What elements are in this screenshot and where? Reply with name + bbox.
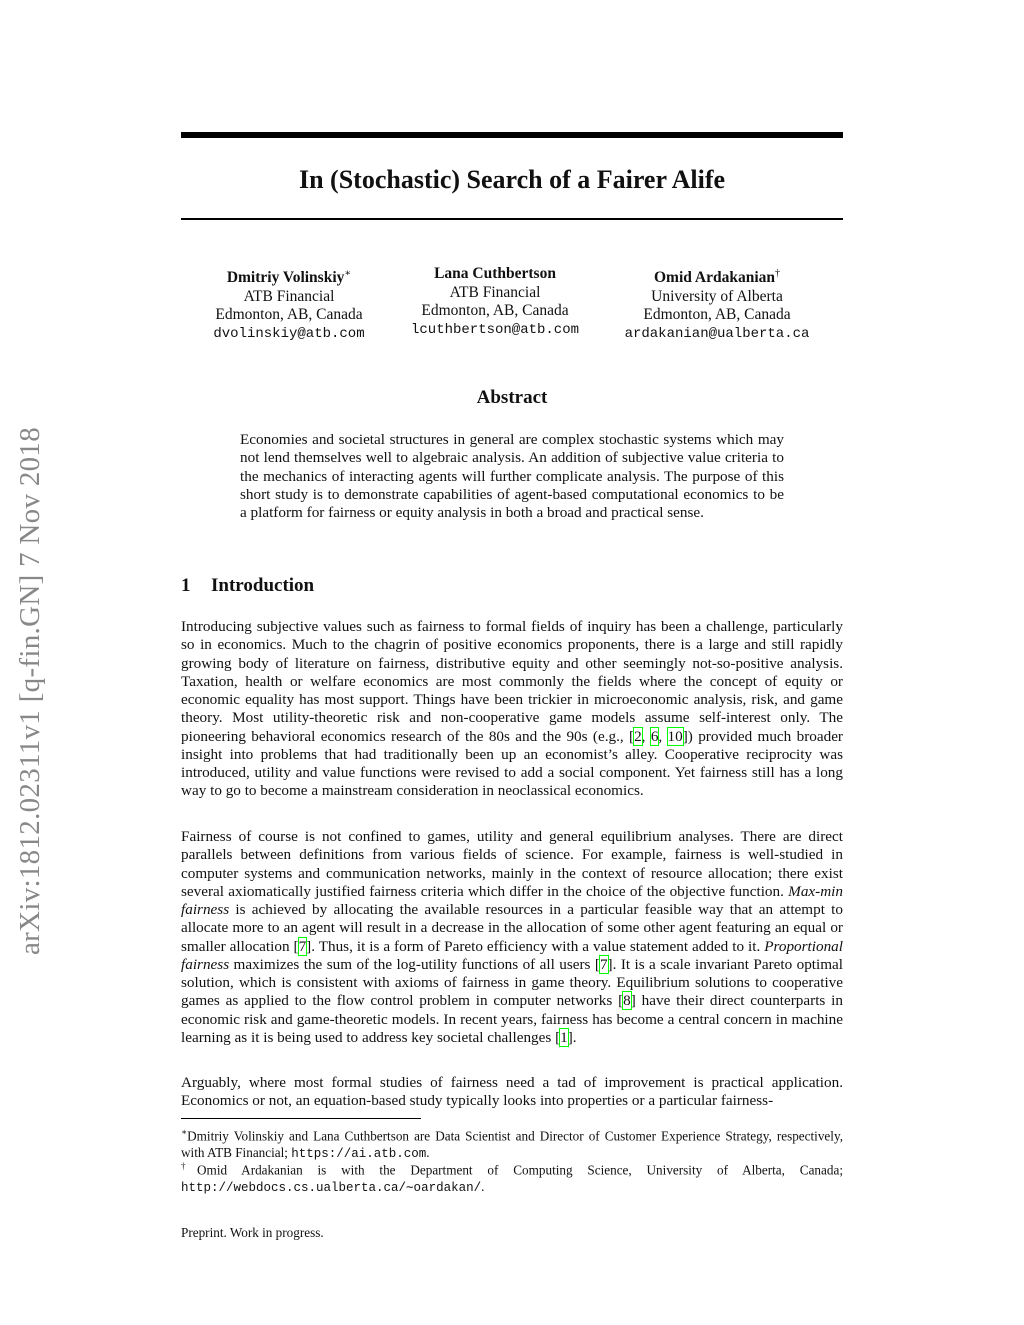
preprint-note: Preprint. Work in progress. <box>181 1225 324 1240</box>
footnote-2: †Omid Ardakanian is with the Department of Computing Science, University of Alberta, Canada; http://webdocs.cs.ualberta.ca/∼oardakan/. <box>181 1161 843 1195</box>
author-location: Edmonton, AB, Canada <box>215 306 363 324</box>
intro-paragraph-1: Introducing subjective values such as fairness to formal fields of inquiry has been a challenge, particularly so in economics. Much to the chagrin of positive economics proponents, there is a large and still rapidly growing body of literature on fairness, distributive equity and other seemingly not-so-positive analysis. Taxation, health or welfare economics are most commonly the fields where the concept of equity or economic equality has most support. Things have been trickier in microeconomic analysis, risk, and game theory. Most utility-theoretic risk and non-cooperative game models assume self-interest only. The pioneering behavioral economics research of the 80s and the 90s (e.g., [2, 6, 10]) provided much broader insight into problems that had traditionally been up an economist’s alley. Cooperative reciprocity was introduced, utility and value functions were revised to add a social component. Yet fairness still has a long way to go to become a mainstream consideration in neoclassical economics. <box>181 618 843 800</box>
citation-link[interactable]: 7 <box>599 955 608 973</box>
author-affiliation: ATB Financial <box>449 283 541 301</box>
footnote-1: ∗Dmitriy Volinskiy and Lana Cuthbertson are Data Scientist and Director of Customer Experience Strategy, respectively, with ATB Financial; https://ai.atb.com. <box>181 1127 843 1161</box>
author-1 <box>181 265 397 343</box>
section-heading <box>181 575 314 597</box>
author-name: Dmitriy Volinskiy <box>226 269 345 287</box>
author-affiliation: ATB Financial <box>243 287 335 305</box>
citation-link[interactable]: 8 <box>623 992 631 1010</box>
paper-title: In (Stochastic) Search of a Fairer Alife <box>298 165 726 194</box>
intro-paragraph-2: Fairness of course is not confined to games, utility and general equilibrium analyses. There are direct parallels between definitions from various fields of science. For example, fairness is well-studied in computer systems and communication networks, mainly in the context of resource allocation; there exist several axiomatically justified fairness criteria which differ in the choice of the objective function. Max-min fairness is achieved by allocating the available resources in a particular feasible way that an attempt to allocate more to an agent will result in a decrease in the allocation of some other agent featuring an equal or smaller allocation [7]. Thus, it is a form of Pareto efficiency with a value statement added to it. Proportional fairness maximizes the sum of the log-utility functions of all users [7]. It is a scale invariant Pareto optimal solution, which is consistent with axioms of fairness in game theory. Equilibrium solutions to cooperative games as applied to the flow control problem in computer networks [8] have their direct counterparts in economic risk and game-theoretic models. In recent years, fairness has become a central concern in machine learning as it is being used to address key societal challenges [1]. <box>181 828 843 1046</box>
author-location: Edmonton, AB, Canada <box>421 302 569 319</box>
author-name: Omid Ardakanian <box>653 269 776 287</box>
section-title: Introduction <box>211 575 315 596</box>
abstract-heading: Abstract <box>476 387 548 408</box>
arxiv-watermark: arXiv:1812.02311v1 [q-fin.GN] 7 Nov 2018 <box>14 426 46 955</box>
author-location: Edmonton, AB, Canada <box>643 306 791 324</box>
intro-paragraph-3: Arguably, where most formal studies of fairness need a tad of improvement is practical application. Economics or not, an equation-based study typically looks into properties or a particular fairness- <box>181 1074 843 1110</box>
author-footnote-mark: † <box>775 268 781 279</box>
abstract-text: Economies and societal structures in general are complex stochastic systems which may not lend themselves well to algebraic analysis. An addition of subjective value criteria to the mechanics of interacting agents will further complicate analysis. The purpose of this short study is to demonstrate capabilities of agent-based computational economics to be a platform for fairness or equity analysis in both a broad and practical sense. <box>240 431 784 522</box>
title-rule-top <box>181 132 843 138</box>
author-2 <box>393 265 597 339</box>
author-email[interactable]: lcuthbertson@atb.com <box>410 321 580 338</box>
author-affiliation: University of Alberta <box>651 287 783 305</box>
footnote-url[interactable]: https://ai.atb.com <box>291 1146 427 1161</box>
title-rule-bottom <box>181 218 843 220</box>
citation-link[interactable]: 7 <box>298 937 307 955</box>
author-email[interactable]: ardakanian@ualberta.ca <box>624 325 810 342</box>
citation-link[interactable]: 6 <box>650 727 659 745</box>
section-number: 1 <box>181 575 191 596</box>
citation-link[interactable]: 2 <box>634 727 642 745</box>
author-footnote-mark: ∗ <box>344 268 352 279</box>
footnote-url[interactable]: http://webdocs.cs.ualberta.ca/∼oardakan/ <box>181 1180 482 1195</box>
term-proportional-fairness: Proportional fairness <box>181 937 843 973</box>
citation-link[interactable]: 10 <box>667 727 683 745</box>
author-3 <box>601 265 833 343</box>
citation-link[interactable]: 1 <box>560 1028 568 1046</box>
term-max-min-fairness: Max-min fairness <box>181 882 843 918</box>
author-name: Lana Cuthbertson <box>434 265 556 282</box>
author-email[interactable]: dvolinskiy@atb.com <box>213 325 365 342</box>
footnote-rule <box>181 1118 421 1119</box>
